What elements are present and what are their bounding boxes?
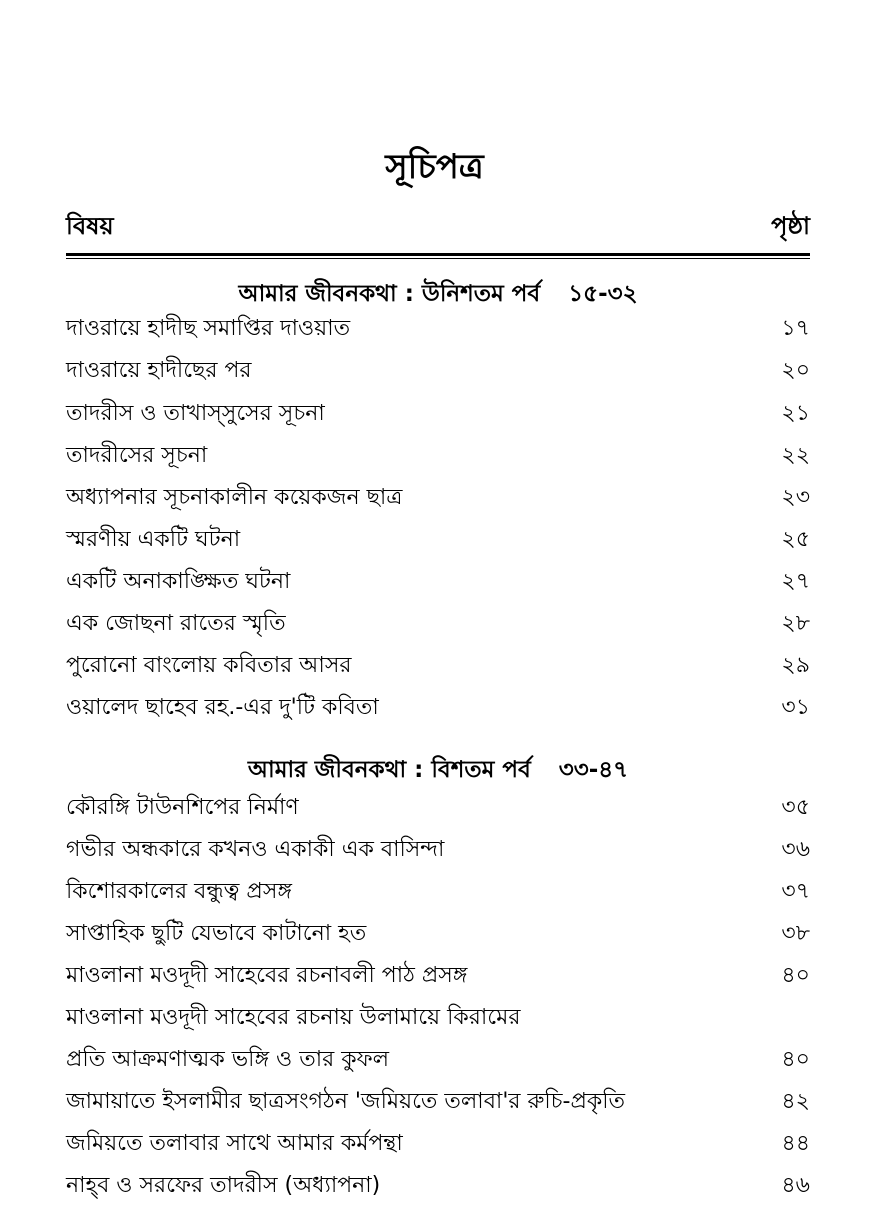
toc-entry-page: ৩৭	[781, 879, 810, 904]
toc-entry	[66, 788, 810, 828]
toc-entry-page: ৩৫	[781, 795, 810, 820]
toc-entry-page: ৪০	[781, 963, 810, 988]
section-heading	[66, 276, 810, 312]
toc-entry-page: ১৭	[781, 316, 810, 341]
toc-entry-title: জমিয়তে তলাবার সাথে আমার কর্মপন্থা	[66, 1131, 403, 1156]
toc-entry-page: ২২	[781, 443, 810, 468]
toc-entry-title: তাদরীস ও তাখাস্‌সুসের সূচনা	[66, 401, 325, 426]
toc-entry	[66, 830, 810, 870]
toc-entry-title: স্মরণীয় একটি ঘটনা	[66, 527, 241, 552]
toc-entry-page: ৪৪	[781, 1131, 810, 1156]
toc-entry	[66, 914, 810, 954]
toc-entry-page: ২০	[781, 358, 810, 383]
toc-entry-page: ২৩	[781, 485, 810, 510]
toc-entry-title: দাওরায়ে হাদীছের পর	[66, 358, 252, 383]
toc-entry-title: এক জোছনা রাতের স্মৃতি	[66, 611, 286, 636]
toc-entry-page: ৩১	[781, 695, 810, 720]
header-rule-thin	[66, 258, 810, 259]
toc-entry-title: জামায়াতে ইসলামীর ছাত্রসংগঠন 'জমিয়তে তলাবা'র রুচি-প্রকৃতি	[66, 1089, 626, 1114]
section-page-range: ১৫-৩২	[568, 281, 638, 307]
header-rule	[66, 253, 810, 256]
toc-entry	[66, 872, 810, 912]
toc-entry-page: ২৮	[781, 611, 810, 636]
toc-entry-title: মাওলানা মওদূদী সাহেবের রচনাবলী পাঠ প্রসঙ্গ	[66, 963, 468, 988]
toc-entry	[66, 436, 810, 476]
section-title: আমার জীবনকথা : উনিশতম পর্ব	[238, 281, 541, 307]
toc-entry-title: একটি অনাকাঙ্ক্ষিত ঘটনা	[66, 569, 291, 594]
toc-entry	[66, 956, 810, 996]
toc-entry	[66, 688, 810, 728]
toc-entry	[66, 1124, 810, 1164]
toc-entry-title: কিশোরকালের বন্ধুত্ব প্রসঙ্গ	[66, 879, 292, 904]
toc-entry-title: গভীর অন্ধকারে কখনও একাকী এক বাসিন্দা	[66, 837, 445, 862]
subject-column-label: বিষয়	[66, 212, 114, 240]
toc-entry-title: সাপ্তাহিক ছুটি যেভাবে কাটানো হত	[66, 921, 367, 946]
toc-entry-page: ২৭	[781, 569, 810, 594]
toc-entry	[66, 520, 810, 560]
section-title: আমার জীবনকথা : বিশতম পর্ব	[247, 757, 531, 783]
toc-entry-title: প্রতি আক্রমণাত্মক ভঙ্গি ও তার কুফল	[66, 1047, 390, 1072]
toc-entry	[66, 478, 810, 518]
toc-entry	[66, 1040, 810, 1080]
toc-entry-title: দাওরায়ে হাদীছ সমাপ্তির দাওয়াত	[66, 316, 351, 341]
section-page-range: ৩৩-৪৭	[558, 757, 629, 783]
toc-entry	[66, 604, 810, 644]
toc-entry-page: ২৫	[781, 527, 810, 552]
section-heading	[66, 752, 810, 788]
toc-entry-title: অধ্যাপনার সূচনাকালীন কয়েকজন ছাত্র	[66, 485, 403, 510]
toc-entry-title: ওয়ালেদ ছাহেব রহ.-এর দু'টি কবিতা	[66, 695, 379, 720]
page-column-label: পৃষ্ঠা	[771, 212, 810, 240]
toc-entry-title: মাওলানা মওদূদী সাহেবের রচনায় উলামায়ে কিরামের	[66, 1005, 521, 1030]
toc-entry	[66, 1166, 810, 1206]
toc-entry-page: ২৯	[781, 653, 810, 678]
toc-entry	[66, 351, 810, 391]
toc-entry	[66, 1082, 810, 1122]
page-title: সূচিপত্র	[385, 147, 484, 187]
toc-entry-title: পুরোনো বাংলোয় কবিতার আসর	[66, 653, 352, 678]
toc-entry-title: কৌরঙ্গি টাউনশিপের নির্মাণ	[66, 795, 299, 820]
toc-entry	[66, 309, 810, 349]
toc-entry-title: নাহ্‌ব ও সরফের তাদরীস (অধ্যাপনা)	[66, 1173, 381, 1198]
toc-entry-page: ৩৮	[781, 921, 810, 946]
toc-entry-page: ৪২	[781, 1089, 810, 1114]
toc-entry	[66, 646, 810, 686]
toc-entry-page: ২১	[781, 401, 810, 426]
toc-entry	[66, 998, 810, 1038]
toc-entry-page: ৪০	[781, 1047, 810, 1072]
toc-entry-page: ৪৬	[781, 1173, 810, 1198]
toc-entry	[66, 394, 810, 434]
toc-entry-title: তাদরীসের সূচনা	[66, 443, 208, 468]
toc-entry	[66, 562, 810, 602]
toc-entry-page: ৩৬	[781, 837, 810, 862]
